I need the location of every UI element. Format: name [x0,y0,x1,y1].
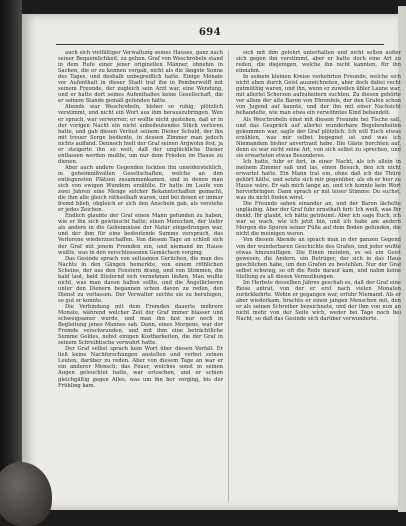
paragraph: Das Gesinde sprach von seltsamen Gerüchen, die man des Nachts in den Gängen bemerkte, von einem röthlichen Scheine, der aus den Fenstern drang, und von Stimmen, die bald laut, bald flüsternd sich vernehmen ließen. Man wußte nicht, was man davon halten sollte, und die Ängstlicheren unter den Dienern begannen schon davon zu reden, den Dienst zu verlassen. Der Verwalter suchte sie zu beruhigen, so gut er konnte. [58,255,223,304]
paragraph: Ich hatte, fuhr er fort, in einer Nacht, als ich allein in meinem Zimmer saß und las, einen Besuch, den ich nicht erwartet hatte. Ein Mann trat ein, ohne daß ich die Thüre gehört hätte, und setzte sich mir gegenüber, als ob er hier zu Hause wäre. Er sah mich lange an, und ich konnte kein Wort hervorbringen. Dann sprach er mit leiser Stimme: Du suchst, was du nicht finden wirst. [236,158,401,202]
page-number: 694 [198,27,222,38]
paragraph: Die Freunde sahen einander an, und der Baron lächelte ungläubig. Aber der Graf fuhr ernsthaft fort: Ich weiß, was Ihr denkt. Ihr glaubt, ich hätte geträumt. Aber ich sage Euch, ich war so wach, wie ich jetzt bin, und ich habe am andern Morgen die Spuren seiner Füße auf dem Boden gefunden, die nicht die meinigen waren. [236,201,401,238]
paragraph: In seinem kleinen Kreise verkehrten Freunde, welche sich nicht eben durch Geist auszeichneten, aber doch dabei recht gutmüthig waren, und ihn, wenn er zuweilen übler Laune war, mit allerlei Scherzen aufzuheitern suchten. Zu diesen gehörte vor allem der alte Baron von Ehrenfels, der den Grafen schon von Jugend auf kannte, und der ihn mit einer Nachsicht behandelte, wie man etwa ein verwöhntes Kind behandelt. [236,74,401,117]
book-binding-shadow [0,0,22,512]
paragraph: Als Weschrobeln einst mit diesem Freunde bei Tische saß, und das Gespräch auf allerlei wunderbare Begebenheiten gekommen war, sagte der Graf plötzlich: Ich will Euch etwas erzählen, was mir selbst begegnet ist und was ich Niemandem bisher anvertraut habe. Die Gäste horchten auf, denn es war nicht seine Art, von sich selbst zu sprechen, und sie erwarteten etwas Besonderes. [236,116,401,159]
paragraph: auch sich vielfältiger Verwaltung seines Hauses, ganz nach seiner Bequemlichkeit, zu gehen. Graf von Weschrobeln stand in dem Rufe einer jener originellen Männer, ohnehin in Sachen, die er zu kennen vorgab, nicht als die längste Sonne des Tages, und deshalb unbegreiflich hatte. Einige Monate vor Aufenthalt in dieser Stadt traf ihn in Pemberwolff mit seinem Freunde, der zugleich sein Arzt war, eine Wendung, und er hatte dort seines Aufenthaltes keine Gesellschaft, die er seinem Stande gemäß gefunden hätte. [58,50,223,105]
paragraph: Der Graf selbst sprach kein Wort über diesen Vorfall. Er ließ keine Nachforschungen anstellen und verbot seinen Leuten, darüber zu reden. Aber von diesem Tage an war er ein anderer Mensch; das Feuer, welches sonst in seinen Augen geleuchtet hatte, war erloschen, und er schien gleichgültig gegen Alles, was um ihn her vorging, bis der Frühling kam. [58,346,223,389]
column-divider [228,50,229,502]
paragraph: sich mit ihm gelehrt unterhalten und nicht selten außer sich gegen ihn verstimmt, aber er hatte doch eine Art zu reden, die diejenigen, welche ihn nicht kannten, für ihn einnahm. [236,50,401,75]
paragraph: Aber auch andere Gegenden lockten ihn unwiderstehlich, in geheimnißvollen Gesellschaften, welche an den entlegensten Plätzen zusammenkamen, und in denen man sich von ewigen Wundern erzählte. Er hatte im Laufe von zwei Jahren eine Menge solcher Bekanntschaften gemacht, die ihm alle gleich räthselhaft waren, und bei denen er immer fremd blieb, obgleich er sich den Anschein gab, als verstehe er jedes Zeichen. [58,164,223,214]
header-rule [56,44,384,45]
right-text-column [236,50,401,502]
paragraph: Die Verbindung mit dem Fremden dauerte mehrere Monate, während welcher Zeit der Graf immer blasser und schweigsamer wurde, und man ihn fast nur noch in Begleitung jenes Mannes sah. Dann, eines Morgens, war der Fremde verschwunden, und mit ihm eine beträchtliche Summe Geldes, nebst einigen Kostbarkeiten, die der Graf in seinem Schreibtische verwahrt hatte. [58,303,223,347]
paragraph: Im Herbste desselben Jahres geschah es, daß der Graf eine Reise antrat, von der er erst nach vielen Monaten zurückkehrte. Wohin er gegangen war, erfuhr Niemand. Als er aber wiederkam, brachte er einen jungen Menschen mit, den er als seinen Schreiber bezeichnete, und der ihm von nun an nicht mehr von der Seite wich, weder bei Tage noch bei Nacht, so daß das Gesinde sich darüber verwunderte. [236,279,401,323]
paragraph: Endlich glaubte der Graf einen Mann gefunden zu haben, wie er ihn sich gewünscht hatte; einen Menschen, der tiefer als andere in die Geheimnisse der Natur eingedrungen war, und der ihm für eine bedeutende Summe versprach, das Verlorene wiederzuschaffen. Von diesem Tage an schloß sich der Graf mit jenem Fremden ein, und niemand im Hause wußte, was in den verschlossenen Gemächern vorging. [58,213,223,256]
paragraph: Von diesem Abende an sprach man in der ganzen Gegend von der wunderbaren Geschichte des Grafen, und jeder wußte etwas hinzuzufügen. Die Einen meinten, es sei ein Geist gewesen, die Andern, ein Betrüger, der sich in das Haus geschlichen habe, um den Grafen zu bestehlen. Nur der Graf selbst schwieg, so oft die Rede darauf kam, und nahm keine Stellung zu all diesen Vermuthungen. [236,237,401,280]
left-text-column [58,50,223,502]
paragraph: Abends war Weschrobeln, bisher so ruhig, plötzlich verstimmt, und nicht ein Wort aus ihm herauszubringen. Wen er sprach, war verworren; er wollte nicht gestehen, daß er in der vorigen Nacht ein nicht unbedeutendes Stück verloren hatte, und gab diesen Verlust seinem Diener Schuld, der ihn mit treuer Sorge bediente, in dessen Zimmer man jedoch nichts auffand. Dennoch hielt der Graf seinen Argwohn fest, ja er steigerte ihn so weit, daß der unglückliche Diener entlassen werden mußte, um nur dem Frieden im Hause zu dienen. [58,104,223,165]
book-page [22,14,401,510]
